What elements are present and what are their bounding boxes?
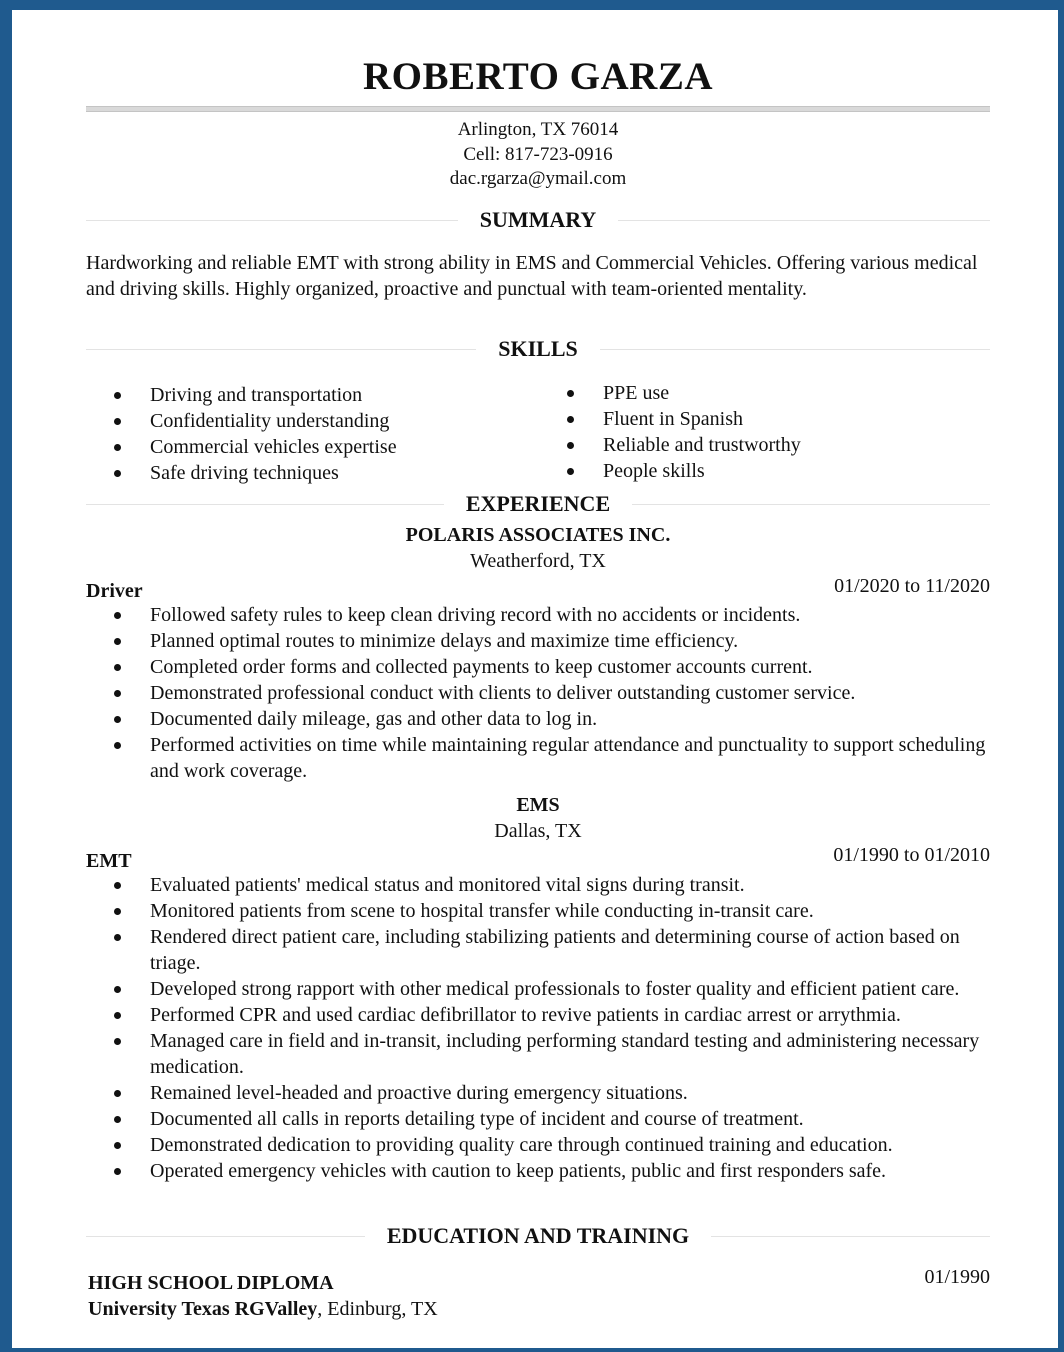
- contact-address: Arlington, TX 76014: [457, 119, 619, 140]
- skills-heading: SKILLS: [498, 336, 578, 361]
- bullet-dot-icon: [567, 442, 574, 449]
- education-heading-row: [86, 1222, 990, 1250]
- job-employer: POLARIS ASSOCIATES INC.: [405, 524, 671, 546]
- bullet-text: PPE use: [603, 382, 670, 404]
- bullet-dot-icon: [114, 444, 121, 451]
- job-dates: 01/1990 to 01/2010: [833, 844, 990, 866]
- bullet-text: Documented daily mileage, gas and other data to log in.: [150, 708, 598, 730]
- bullet-dot-icon: [114, 1090, 121, 1097]
- bullet-text: Reliable and trustworthy: [603, 434, 801, 456]
- bullet-item: [86, 434, 506, 460]
- bullet-item: [86, 680, 990, 706]
- bullet-dot-icon: [567, 468, 574, 475]
- experience-heading: EXPERIENCE: [465, 491, 611, 516]
- bullet-text: Followed safety rules to keep clean driving record with no accidents or incidents.: [150, 604, 801, 626]
- bullet-item: [86, 872, 990, 898]
- section-rule: [86, 504, 444, 505]
- education-degree: HIGH SCHOOL DIPLOMA: [88, 1272, 334, 1294]
- bullet-item: [86, 460, 506, 486]
- bullet-text: Documented all calls in reports detailing type of incident and course of treatment.: [150, 1108, 804, 1130]
- bullet-text: Planned optimal routes to minimize delays and maximize time efficiency.: [150, 630, 739, 652]
- bullet-dot-icon: [114, 470, 121, 477]
- bullet-item: [86, 382, 506, 408]
- education-school-location: , Edinburg, TX: [317, 1298, 438, 1320]
- education-school: University Texas RGValley: [88, 1298, 318, 1320]
- bullet-dot-icon: [114, 716, 121, 723]
- bullet-dot-icon: [114, 392, 121, 399]
- bullet-text: Evaluated patients' medical status and monitored vital signs during transit.: [150, 874, 745, 896]
- bullet-item: [86, 628, 990, 654]
- bullet-item: [86, 408, 506, 434]
- bullet-text: Developed strong rapport with other medical professionals to foster quality and efficient patient care.: [150, 978, 960, 1000]
- education-heading: EDUCATION AND TRAINING: [386, 1223, 690, 1248]
- education-date: 01/1990: [924, 1266, 990, 1288]
- bullet-item: [539, 380, 959, 406]
- bullet-text: Performed CPR and used cardiac defibrillator to revive patients in cardiac arrest or arrythmia.: [150, 1004, 901, 1026]
- skills-right-list: [539, 380, 959, 484]
- job-role: EMT: [86, 850, 132, 872]
- section-rule: [86, 1236, 365, 1237]
- bullet-text: Demonstrated professional conduct with clients to deliver outstanding customer service.: [150, 682, 856, 704]
- bullet-text: Rendered direct patient care, including stabilizing patients and determining course of action based on triage.: [150, 926, 960, 974]
- job-dates: 01/2020 to 11/2020: [834, 575, 990, 597]
- job-location: Dallas, TX: [494, 820, 582, 842]
- job-duties-list: [86, 872, 990, 1184]
- skills-left-column: [86, 382, 506, 486]
- bullet-item: [86, 706, 990, 732]
- education-school-line: [88, 1298, 438, 1321]
- bullet-text: Driving and transportation: [150, 384, 363, 406]
- bullet-text: Demonstrated dedication to providing quality care through continued training and education.: [150, 1134, 893, 1156]
- bullet-dot-icon: [114, 664, 121, 671]
- skills-right-column: [539, 380, 959, 484]
- skills-heading-row: [86, 335, 990, 363]
- bullet-item: [86, 732, 990, 784]
- bullet-dot-icon: [114, 742, 121, 749]
- bullet-dot-icon: [114, 1142, 121, 1149]
- section-rule: [632, 504, 990, 505]
- bullet-text: Fluent in Spanish: [603, 408, 744, 430]
- bullet-text: Performed activities on time while maintaining regular attendance and punctuality to support scheduling and work coverage.: [150, 734, 986, 782]
- bullet-text: People skills: [603, 460, 705, 482]
- bullet-dot-icon: [114, 1116, 121, 1123]
- job-location: Weatherford, TX: [470, 550, 606, 572]
- bullet-item: [86, 1080, 990, 1106]
- section-rule: [86, 349, 476, 350]
- bullet-dot-icon: [114, 934, 121, 941]
- bullet-dot-icon: [114, 1012, 121, 1019]
- bullet-dot-icon: [114, 908, 121, 915]
- contact-block: [86, 118, 990, 192]
- bullet-text: Confidentiality understanding: [150, 410, 390, 432]
- bullet-item: [86, 602, 990, 628]
- section-rule: [86, 220, 458, 221]
- resume-page: [12, 10, 1058, 1348]
- section-rule: [618, 220, 990, 221]
- job-duties-list: [86, 602, 990, 784]
- section-rule: [600, 349, 990, 350]
- bullet-item: [539, 406, 959, 432]
- bullet-dot-icon: [114, 1038, 121, 1045]
- bullet-text: Operated emergency vehicles with caution to keep patients, public and first responders safe.: [150, 1160, 887, 1182]
- bullet-item: [86, 1132, 990, 1158]
- contact-email: dac.rgarza@ymail.com: [449, 168, 627, 189]
- bullet-text: Monitored patients from scene to hospital transfer while conducting in-transit care.: [150, 900, 814, 922]
- section-rule: [711, 1236, 990, 1237]
- bullet-text: Safe driving techniques: [150, 462, 339, 484]
- bullet-dot-icon: [567, 390, 574, 397]
- bullet-dot-icon: [567, 416, 574, 423]
- bullet-dot-icon: [114, 418, 121, 425]
- job-role: Driver: [86, 580, 143, 602]
- bullet-dot-icon: [114, 986, 121, 993]
- experience-heading-row: [86, 490, 990, 518]
- bullet-item: [86, 1028, 990, 1080]
- candidate-name: ROBERTO GARZA: [362, 55, 714, 98]
- bullet-item: [86, 1158, 990, 1184]
- bullet-dot-icon: [114, 882, 121, 889]
- bullet-item: [539, 458, 959, 484]
- bullet-text: Completed order forms and collected payments to keep customer accounts current.: [150, 656, 813, 678]
- bullet-dot-icon: [114, 638, 121, 645]
- bullet-dot-icon: [114, 690, 121, 697]
- contact-phone: Cell: 817-723-0916: [463, 143, 613, 165]
- bullet-text: Managed care in field and in-transit, including performing standard testing and administering necessary medication.: [150, 1030, 980, 1078]
- bullet-dot-icon: [114, 1168, 121, 1175]
- bullet-dot-icon: [114, 612, 121, 619]
- job-duties: [86, 872, 990, 1184]
- job-employer: EMS: [516, 794, 560, 816]
- bullet-item: [86, 898, 990, 924]
- bullet-item: [86, 1106, 990, 1132]
- bullet-item: [86, 976, 990, 1002]
- bullet-item: [86, 654, 990, 680]
- bullet-item: [539, 432, 959, 458]
- bullet-item: [86, 924, 990, 976]
- bullet-item: [86, 1002, 990, 1028]
- summary-text: Hardworking and reliable EMT with strong ability in EMS and Commercial Vehicles. Offering various medical and driving skills. Highly organized, proactive and punctual with team-oriented mentality.: [86, 252, 978, 300]
- bullet-text: Remained level-headed and proactive during emergency situations.: [150, 1082, 688, 1104]
- bullet-text: Commercial vehicles expertise: [150, 436, 397, 458]
- summary-heading-row: [86, 206, 990, 234]
- skills-left-list: [86, 382, 506, 486]
- job-duties: [86, 602, 990, 784]
- name-divider: [86, 106, 990, 112]
- summary-heading: SUMMARY: [479, 207, 597, 232]
